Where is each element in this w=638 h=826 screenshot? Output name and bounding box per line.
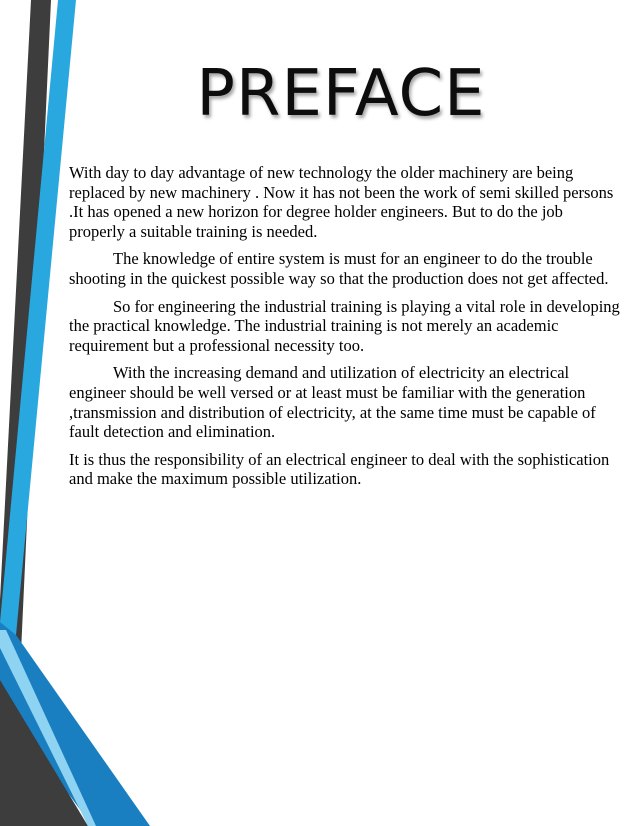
paragraph-5: It is thus the responsibility of an electrical engineer to deal with the sophistication and make the maximum possible utilization. [69,449,610,489]
preface-body [69,163,621,497]
paragraph-4: With the increasing demand and utilization of electricity an electrical engineer should be well versed or at least must be familiar with the generation ,transmission and distribution of electricity, at the same time must be capable of fault detection and elimination. [69,363,596,442]
paragraph-3: So for engineering the industrial training is playing a vital role in developing the practical knowledge. The industrial training is not merely an academic requirement but a professional necessity too. [69,296,620,355]
page-title: PREFACE [196,57,486,131]
paragraph-1: With day to day advantage of new technology the older machinery are being replaced by new machinery . Now it has not been the work of semi skilled persons .It has opened a new horizon for degree holder engineers. But to do the job properly a suitable training is needed. [69,163,614,241]
paragraph-2: The knowledge of entire system is must for an engineer to do the trouble shooting in the quickest possible way so that the production does not get affected. [69,249,609,288]
